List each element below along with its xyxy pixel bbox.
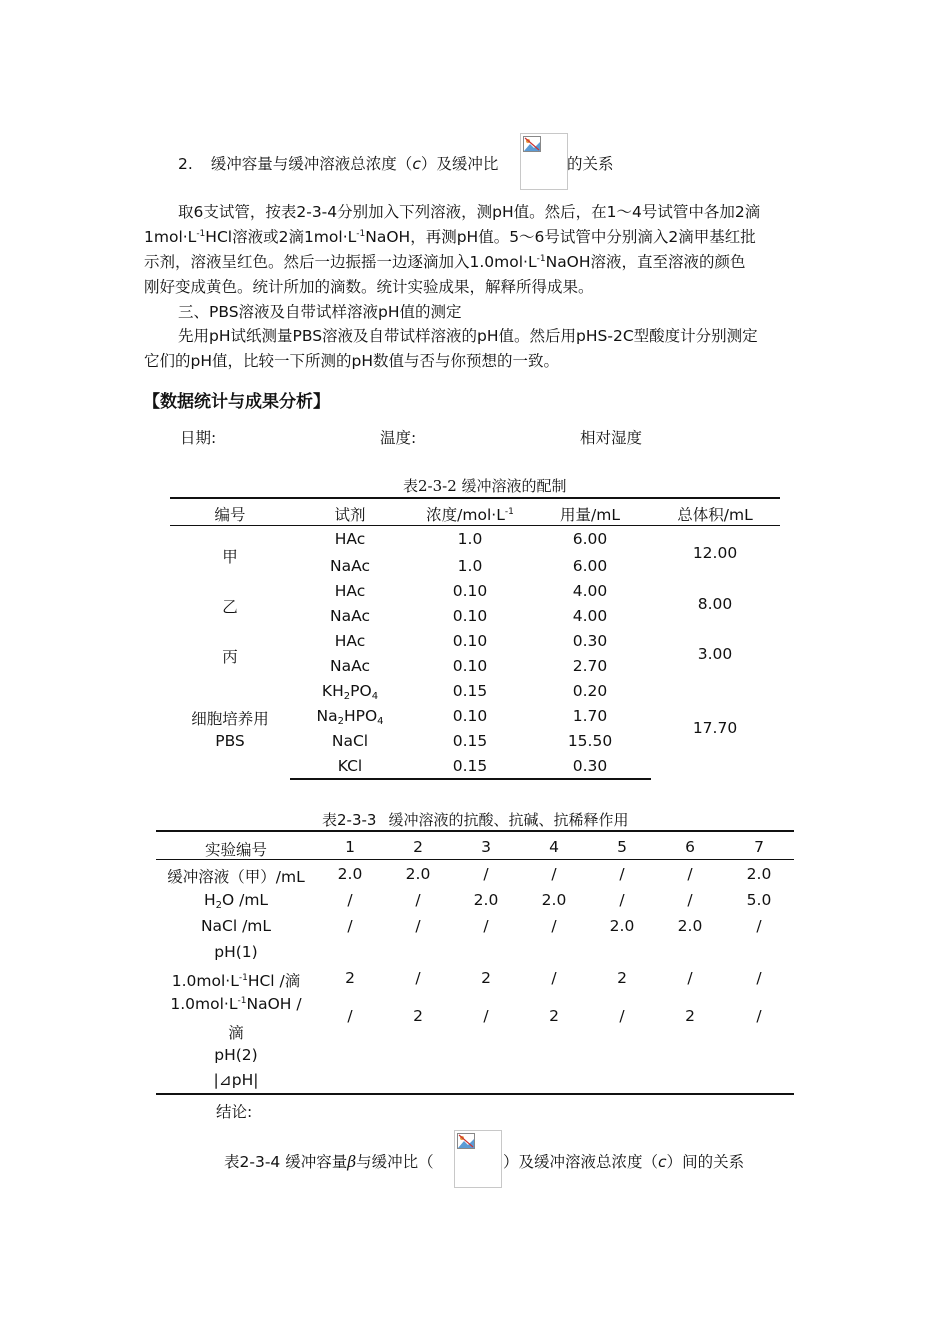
table-1-header-no: 编号 bbox=[214, 506, 246, 524]
table-1-total: 12.00 bbox=[692, 544, 738, 562]
section-2-heading: 2. 缓冲容量与缓冲溶液总浓度（c）及缓冲比 bbox=[178, 155, 499, 173]
humidity-label: 相对湿度 bbox=[580, 429, 643, 447]
table-1-group-name: 细胞培养用 bbox=[191, 710, 269, 728]
procedure-paragraph: 取6支试管，按表2-3-4分别加入下列溶液，测pH值。然后，在1～4号试管中各加2滴 $1mol\cdot L^{-1}HCl$溶液或2滴$1mol\cdot L^{-1}NaOH$，再测pH值。5～6号试管中分别滴入2滴甲基红批 示剂，溶液呈红色。然后一边振摇一边逐滴加入$1.0mol\cdot L^{-1}NaOH$溶液，直至溶液的颜色 刚好变成黄色。统计所加的滴数。统计实验成果，解释所得成果。 bbox=[144, 203, 761, 296]
section-3-heading: 三、PBS溶液及自带试样溶液pH值的测定 bbox=[178, 303, 462, 321]
table-1-header-reagent: 试剂 bbox=[334, 506, 366, 524]
table-3-caption-tail: ）及缓冲溶液总浓度（c）间的关系 bbox=[503, 1153, 745, 1171]
table-2-top-rule bbox=[156, 830, 794, 832]
table-1-caption: 表2-3-2 缓冲溶液的配制 bbox=[403, 477, 567, 495]
data-analysis-heading: 【数据统计与成果分析】 bbox=[143, 392, 330, 412]
table-1-bottom-rule bbox=[290, 778, 651, 780]
conclusion-label: 结论: bbox=[216, 1103, 253, 1121]
table-1-total: 3.00 bbox=[697, 645, 733, 663]
table-1-total: 17.70 bbox=[692, 719, 738, 737]
table-1-total: 8.00 bbox=[697, 595, 733, 613]
table-1-top-rule bbox=[170, 497, 780, 499]
table-1-group-name: 丙 bbox=[222, 648, 238, 666]
broken-image-icon bbox=[457, 1133, 475, 1149]
buffer-ratio-formula-image bbox=[454, 1130, 502, 1188]
section-2-heading-tail: 的关系 bbox=[567, 155, 614, 173]
date-label: 日期: bbox=[180, 429, 217, 447]
temperature-label: 温度: bbox=[380, 429, 417, 447]
section-number: 2. bbox=[178, 155, 193, 173]
table-2-caption: 表2-3-3 缓冲溶液的抗酸、抗碱、抗稀释作用 bbox=[322, 811, 629, 829]
table-1-header-total: 总体积/mL bbox=[677, 506, 753, 524]
table-1-header-conc: 浓度$/mol\cdot L^{-1}$ bbox=[426, 506, 514, 524]
table-1-group-name: PBS bbox=[215, 732, 245, 750]
table-1-group-name: 乙 bbox=[222, 598, 238, 616]
table-3-caption: 表2-3-4 缓冲容量β与缓冲比（ bbox=[224, 1153, 434, 1171]
buffer-ratio-formula-image bbox=[520, 133, 568, 190]
table-1-group-name: 甲 bbox=[222, 548, 238, 566]
broken-image-icon bbox=[523, 136, 541, 152]
table-2-bottom-rule bbox=[156, 1093, 794, 1095]
table-1-header-volume: 用量/mL bbox=[560, 506, 620, 524]
section-3-paragraph: 先用pH试纸测量PBS溶液及自带试样溶液的pH值。然后用pHS-2C型酸度计分别测定 它们的pH值，比较一下所测的pH数值与否与你预想的一致。 bbox=[144, 327, 758, 370]
table-1-header-rule bbox=[170, 525, 780, 526]
